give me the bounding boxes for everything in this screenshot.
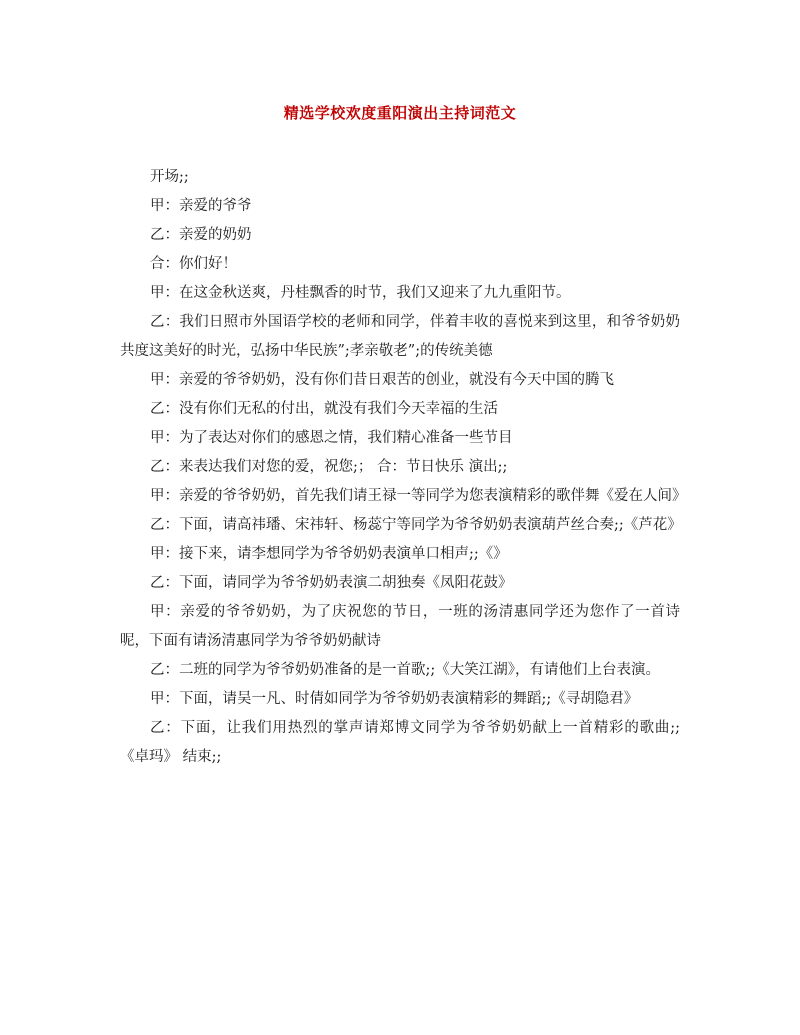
paragraph-opening: 开场;; (150, 169, 189, 185)
document-title: 精选学校欢度重阳演出主持词范文 (283, 104, 517, 122)
paragraph: 乙：下面，请同学为爷爷奶奶表演二胡独奏《凤阳花鼓》 (150, 575, 513, 591)
paragraph: 乙：二班的同学为爷爷奶奶准备的是一首歌;;《大笑江湖》，有请他们上台表演。 (150, 662, 661, 678)
paragraph: 甲：为了表达对你们的感恩之情，我们精心准备一些节目 (150, 430, 513, 446)
paragraph: 合：你们好！ (150, 256, 237, 272)
paragraph: 乙：亲爱的奶奶 (150, 227, 252, 243)
paragraph: 甲：亲爱的爷爷 (150, 198, 252, 214)
document-body (120, 163, 687, 772)
paragraph: 乙：下面，请高祎璠、宋祎轩、杨蕊宁等同学为爷爷奶奶表演葫芦丝合奏;;《芦花》 (150, 517, 682, 533)
paragraph: 甲：在这金秋送爽，丹桂飘香的时节，我们又迎来了九九重阳节。 (150, 285, 571, 301)
paragraph: 甲：接下来，请李想同学为爷爷奶奶表演单口相声;;《》 (150, 546, 508, 562)
paragraph: 甲：亲爱的爷爷奶奶，为了庆祝您的节日，一班的汤清惠同学还为您作了一首诗呢，下面有请汤清惠同学为爷爷奶奶献诗 (120, 604, 680, 649)
paragraph: 甲：亲爱的爷爷奶奶，没有你们昔日艰苦的创业，就没有今天中国的腾飞 (150, 372, 614, 388)
paragraph: 乙：我们日照市外国语学校的老师和同学，伴着丰收的喜悦来到这里，和爷爷奶奶共度这美好的时光，弘扬中华民族”;孝亲敬老”;的传统美德 (120, 314, 680, 359)
paragraph: 甲：亲爱的爷爷奶奶，首先我们请王禄一等同学为您表演精彩的歌伴舞《爱在人间》 (150, 488, 687, 504)
paragraph: 乙：来表达我们对您的爱，祝您;； 合：节日快乐 演出;; (150, 459, 508, 475)
paragraph: 乙：没有你们无私的付出，就没有我们今天幸福的生活 (150, 401, 498, 417)
paragraph-closing: 乙：下面，让我们用热烈的掌声请郑博文同学为爷爷奶奶献上一首精彩的歌曲;;《卓玛》 结束;; (120, 720, 680, 765)
paragraph: 甲：下面，请吴一凡、时倩如同学为爷爷奶奶表演精彩的舞蹈;;《寻胡隐君》 (150, 691, 639, 707)
